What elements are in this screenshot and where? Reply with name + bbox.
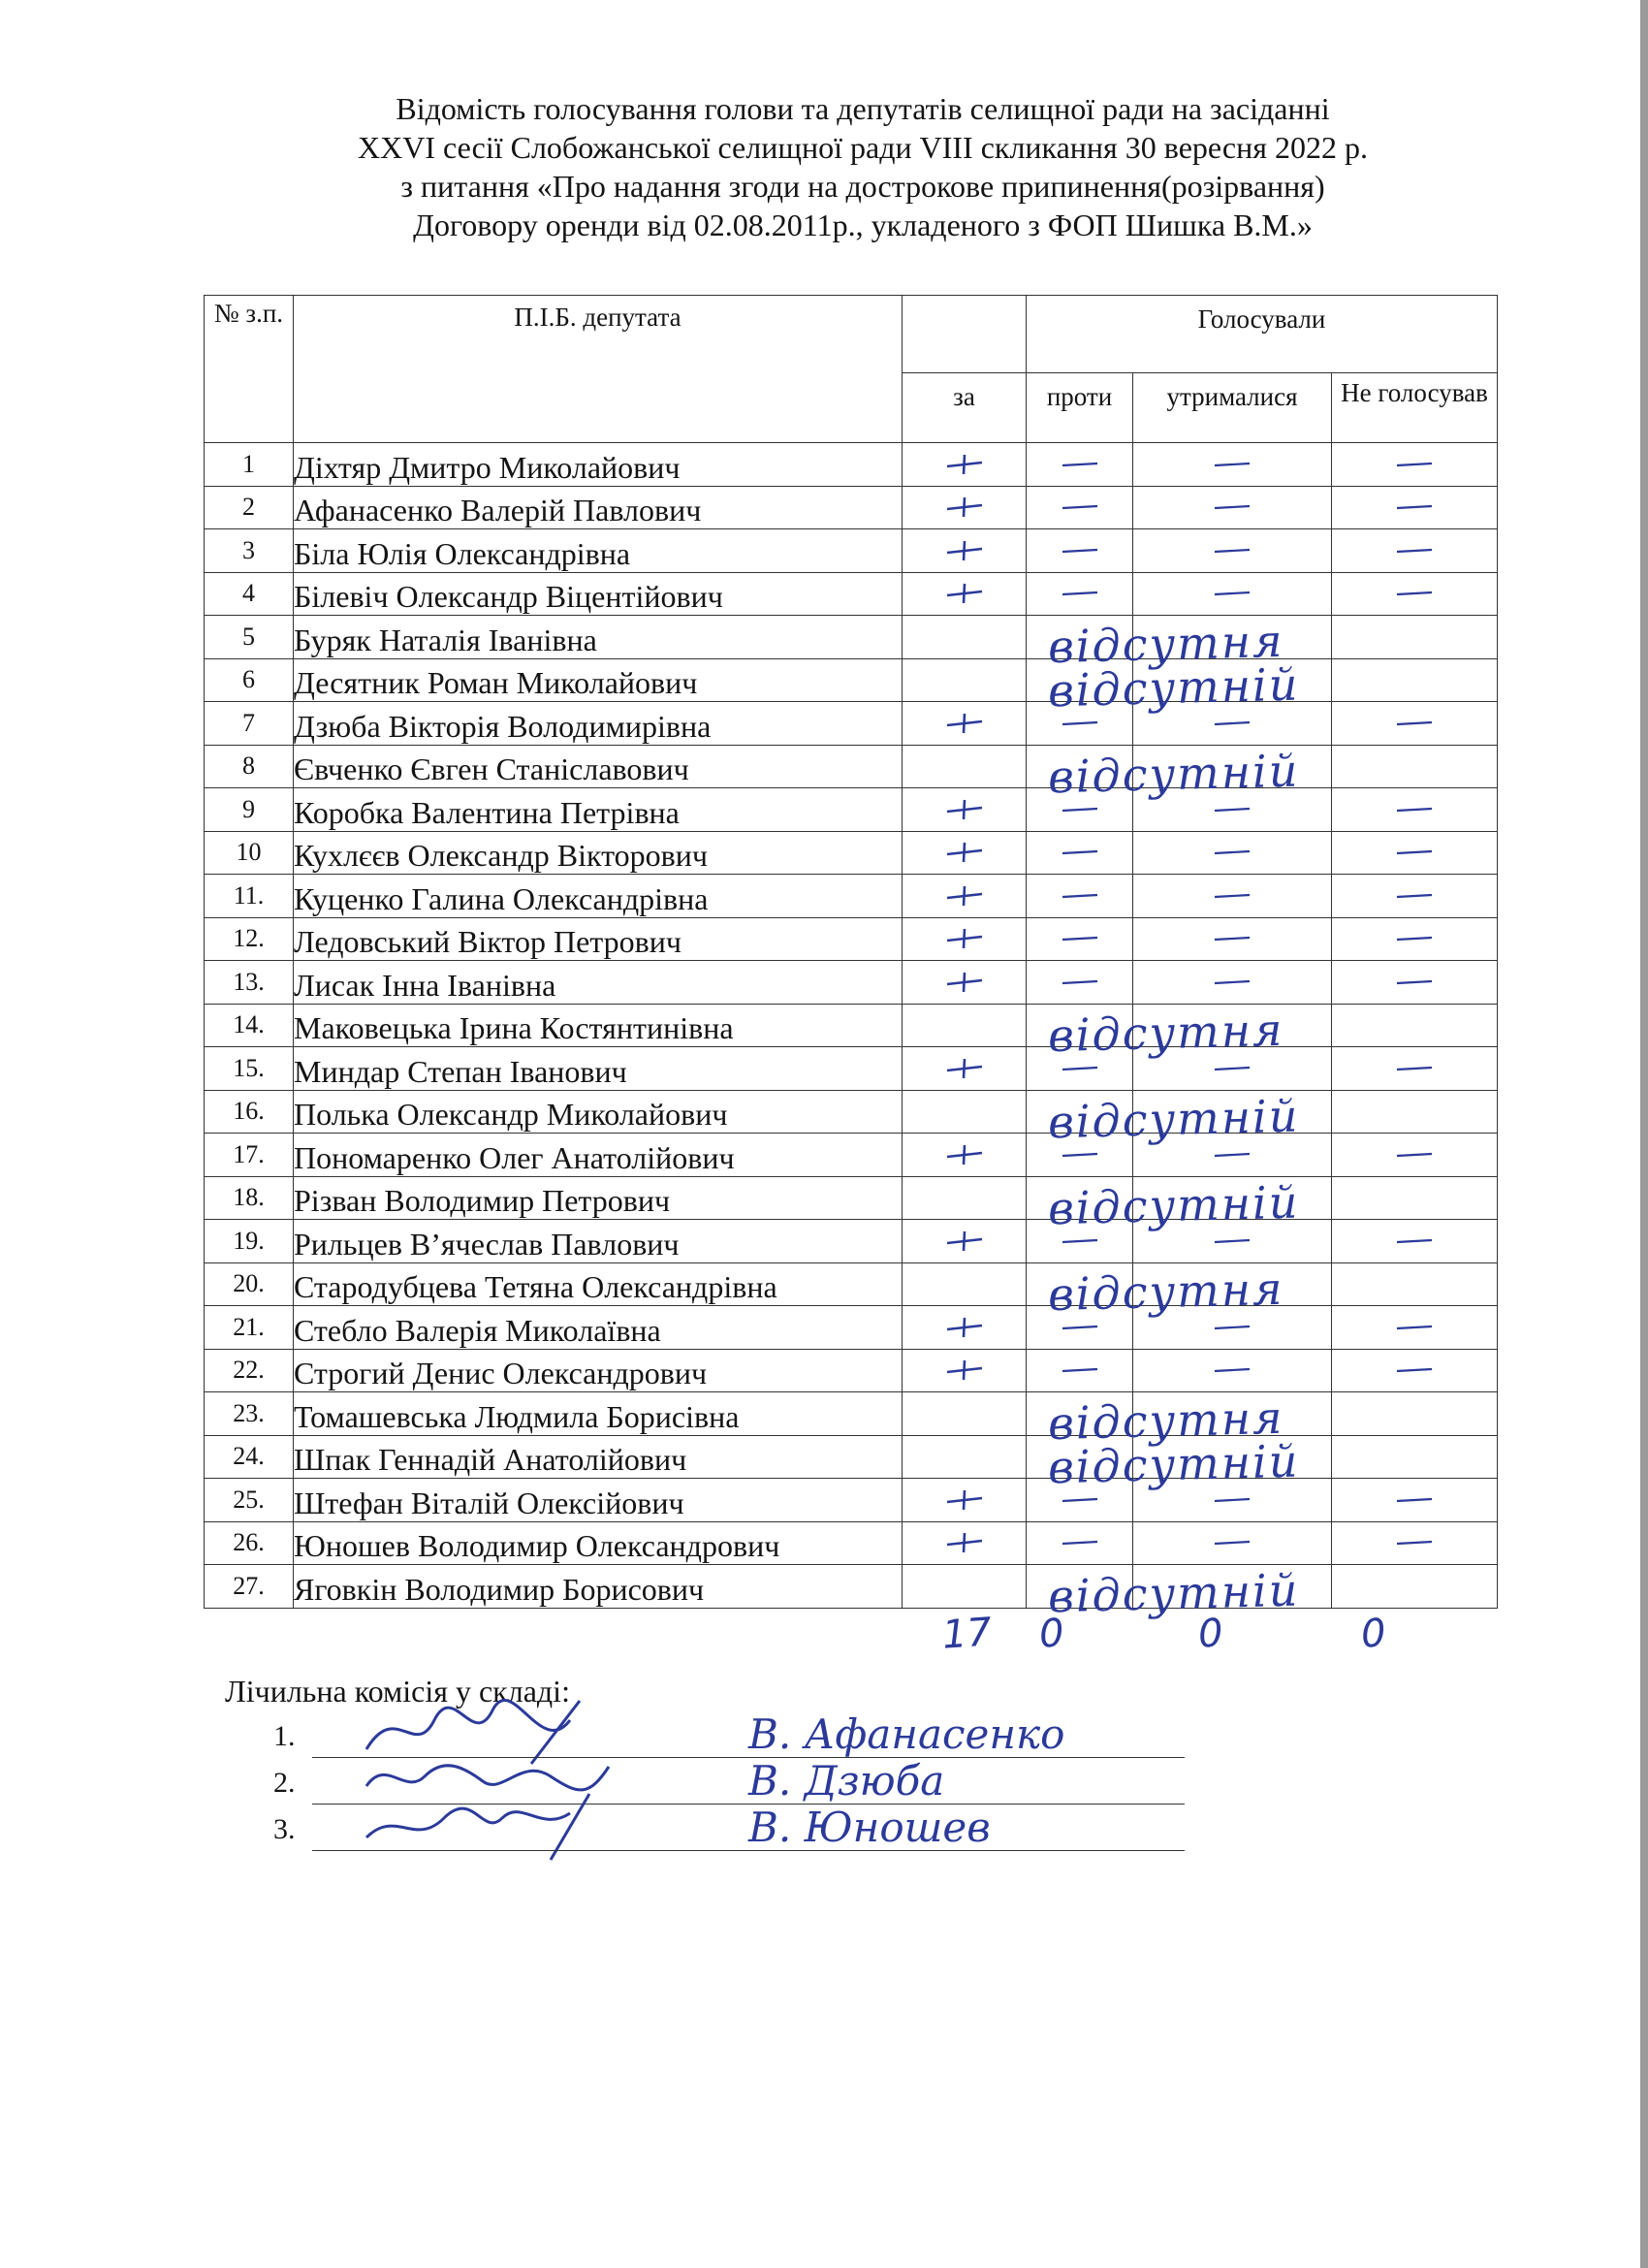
commission-line-number: 3. [273, 1813, 296, 1845]
dash-mark [1393, 1321, 1436, 1334]
vote-notvoted-cell [1332, 875, 1498, 918]
table-row [205, 917, 1498, 961]
vote-for-cell [903, 1434, 1301, 1493]
vote-for-cell [903, 1349, 1027, 1392]
plus-mark [943, 495, 986, 520]
vote-notvoted-cell [1332, 1176, 1498, 1220]
row-number: 17. [205, 1134, 294, 1177]
dash-mark [1393, 1536, 1436, 1549]
dash-mark [1211, 1536, 1253, 1549]
row-number: 22. [205, 1349, 294, 1392]
header-for: за [903, 373, 1027, 443]
vote-for-cell [903, 1134, 1027, 1177]
table-row [205, 616, 1498, 659]
vote-against-cell [1027, 875, 1133, 918]
vote-notvoted-cell [1332, 616, 1498, 659]
dash-mark [1211, 587, 1253, 600]
plus-mark [943, 581, 986, 606]
dash-mark [1059, 1148, 1101, 1162]
table-row [205, 1349, 1498, 1392]
table-row [205, 1220, 1498, 1263]
row-number: 14. [205, 1004, 294, 1047]
vote-notvoted-cell [1332, 1521, 1498, 1565]
commission-line-3 [273, 1804, 1185, 1858]
total-for: 17 [940, 1610, 994, 1658]
row-number: 18. [205, 1176, 294, 1220]
deputy-name: Дзюба Вікторія Володимирівна [294, 702, 903, 746]
dash-mark [1393, 587, 1436, 600]
commission-title: Лічильна комісія у складі: [225, 1674, 570, 1709]
deputy-name: Юношев Володимир Олександрович [294, 1521, 903, 1565]
document-header [233, 89, 1493, 244]
table-row [205, 572, 1498, 616]
row-number: 8 [205, 745, 294, 788]
vote-notvoted-cell [1332, 486, 1498, 529]
dash-mark [1211, 1493, 1253, 1507]
deputy-name: Діхтяр Дмитро Миколайович [294, 443, 903, 487]
dash-mark [1211, 975, 1253, 989]
dash-mark [1059, 1234, 1101, 1248]
vote-notvoted-cell [1332, 961, 1498, 1005]
deputy-name: Білевіч Олександр Віцентійович [294, 572, 903, 616]
vote-notvoted-cell [1332, 702, 1498, 746]
table-row [205, 1392, 1498, 1436]
plus-mark [943, 1056, 986, 1081]
row-number: 12. [205, 917, 294, 961]
table-row [205, 831, 1498, 875]
dash-mark [1393, 1363, 1436, 1377]
vote-notvoted-cell [1332, 572, 1498, 616]
dash-mark [1211, 1234, 1253, 1248]
deputy-name: Полька Олександр Миколайович [294, 1090, 903, 1134]
table-row [205, 1565, 1498, 1609]
table-row [205, 961, 1498, 1005]
dash-mark [1393, 803, 1436, 816]
vote-notvoted-cell [1332, 1220, 1498, 1263]
header-line-4: Договору оренди від 02.08.2011р., укладеного з ФОП Шишка В.М.» [413, 208, 1313, 242]
absent-note: відсутня [1047, 614, 1285, 674]
table-row [205, 529, 1498, 573]
plus-mark [943, 1358, 986, 1383]
deputy-name: Шпак Геннадій Анатолійович [294, 1435, 903, 1479]
deputy-name: Миндар Степан Іванович [294, 1047, 903, 1091]
vote-for-cell [903, 1220, 1027, 1263]
dash-mark [1211, 458, 1253, 471]
vote-for-cell [903, 702, 1027, 746]
vote-for-cell [903, 831, 1027, 875]
vote-against-cell [1027, 486, 1133, 529]
row-number: 7 [205, 702, 294, 746]
table-row [205, 1479, 1498, 1522]
dash-mark [1211, 717, 1253, 730]
vote-for-cell [903, 657, 1301, 717]
plus-mark [943, 1530, 986, 1555]
row-number: 16. [205, 1090, 294, 1134]
table-row [205, 1435, 1498, 1479]
table-row [205, 1004, 1498, 1047]
plus-mark [943, 1229, 986, 1254]
dash-mark [1059, 458, 1101, 471]
vote-for-cell [903, 614, 1285, 674]
table-row [205, 1262, 1498, 1306]
deputy-name: Ледовський Віктор Петрович [294, 917, 903, 961]
vote-for-cell [903, 529, 1027, 573]
plus-mark [943, 1142, 986, 1167]
vote-for-cell [903, 875, 1027, 918]
deputy-name: Куценко Галина Олександрівна [294, 875, 903, 918]
header-against: проти [1027, 373, 1133, 443]
vote-for-cell [903, 1089, 1301, 1148]
dash-mark [1211, 1321, 1253, 1334]
row-number: 15. [205, 1047, 294, 1091]
plus-mark [943, 538, 986, 563]
dash-mark [1059, 1536, 1101, 1549]
vote-abstained-cell [1133, 443, 1332, 487]
table-row [205, 1047, 1498, 1091]
row-number: 20. [205, 1262, 294, 1306]
deputy-name: Стародубцева Тетяна Олександрівна [294, 1262, 903, 1306]
header-line-3: з питання «Про надання згоди на дострокове припинення(розірвання) [400, 169, 1325, 204]
vote-notvoted-cell [1332, 1262, 1498, 1306]
vote-abstained-cell [1133, 1349, 1332, 1392]
row-number: 9 [205, 788, 294, 832]
dash-mark [1059, 932, 1101, 945]
deputy-name: Різван Володимир Петрович [294, 1176, 903, 1220]
vote-notvoted-cell [1332, 917, 1498, 961]
vote-abstained-cell [1133, 831, 1332, 875]
vote-for-cell [903, 1047, 1027, 1091]
dash-mark [1059, 803, 1101, 816]
vote-notvoted-cell [1332, 1349, 1498, 1392]
table-row [205, 745, 1498, 788]
vote-notvoted-cell [1332, 529, 1498, 573]
row-number: 27. [205, 1565, 294, 1609]
header-line-1: Відомість голосування голови та депутатів селищної ради на засіданні [396, 91, 1330, 126]
header-voted: Голосували [1027, 296, 1498, 373]
row-number: 21. [205, 1306, 294, 1350]
table-row [205, 875, 1498, 918]
vote-for-cell [903, 1175, 1301, 1234]
vote-notvoted-cell [1332, 1565, 1498, 1609]
table-row [205, 788, 1498, 832]
deputy-name: Рильцев В’ячеслав Павлович [294, 1220, 903, 1263]
row-number: 25. [205, 1479, 294, 1522]
vote-notvoted-cell [1332, 658, 1498, 702]
vote-against-cell [1027, 961, 1133, 1005]
dash-mark [1211, 1062, 1253, 1075]
header-blank [903, 296, 1027, 373]
vote-notvoted-cell [1332, 1392, 1498, 1436]
plus-mark [943, 711, 986, 736]
plus-mark [943, 1487, 986, 1513]
dash-mark [1059, 717, 1101, 730]
table-row [205, 1176, 1498, 1220]
commission-member-name: В. Афанасенко [748, 1710, 1065, 1758]
absent-note: відсутній [1047, 1563, 1301, 1623]
deputy-name: Томашевська Людмила Борисівна [294, 1392, 903, 1436]
dash-mark [1211, 932, 1253, 945]
vote-notvoted-cell [1332, 831, 1498, 875]
vote-abstained-cell [1133, 917, 1332, 961]
header-name: П.І.Б. депутата [294, 296, 903, 443]
vote-notvoted-cell [1332, 443, 1498, 487]
deputy-name: Коробка Валентина Петрівна [294, 788, 903, 832]
plus-mark [943, 452, 986, 477]
vote-notvoted-cell [1332, 1047, 1498, 1091]
commission-line-number: 1. [273, 1720, 296, 1752]
row-number: 19. [205, 1220, 294, 1263]
dash-mark [1059, 846, 1101, 859]
commission-member-name: В. Юношев [748, 1804, 991, 1851]
dash-mark [1211, 500, 1253, 514]
vote-for-cell [903, 788, 1027, 832]
vote-for-cell [903, 1262, 1285, 1321]
table-row [205, 658, 1498, 702]
total-abstained: 0 [1196, 1611, 1225, 1657]
dash-mark [1059, 975, 1101, 989]
deputy-name: Євченко Євген Станіславович [294, 745, 903, 788]
vote-totals [0, 1612, 1648, 1670]
row-number: 1 [205, 443, 294, 487]
vote-notvoted-cell [1332, 1090, 1498, 1134]
vote-for-cell [903, 744, 1301, 803]
dash-mark [1393, 1234, 1436, 1248]
commission-member-name: В. Дзюба [748, 1757, 945, 1805]
dash-mark [1059, 1493, 1101, 1507]
vote-for-cell [903, 961, 1027, 1005]
row-number: 4 [205, 572, 294, 616]
table-row [205, 486, 1498, 529]
row-number: 2 [205, 486, 294, 529]
deputy-name: Лисак Інна Іванівна [294, 961, 903, 1005]
deputy-name: Десятник Роман Миколайович [294, 658, 903, 702]
dash-mark [1393, 889, 1436, 903]
deputy-name: Біла Юлія Олександрівна [294, 529, 903, 573]
vote-abstained-cell [1133, 1521, 1332, 1565]
dash-mark [1211, 889, 1253, 903]
row-number: 13. [205, 961, 294, 1005]
dash-mark [1211, 1148, 1253, 1162]
vote-abstained-cell [1133, 486, 1332, 529]
dash-mark [1393, 932, 1436, 945]
vote-for-cell [903, 917, 1027, 961]
plus-mark [943, 926, 986, 951]
plus-mark [943, 1315, 986, 1340]
dash-mark [1059, 1321, 1101, 1334]
table-row [205, 1306, 1498, 1350]
commission-line-number: 2. [273, 1767, 296, 1799]
vote-against-cell [1027, 917, 1133, 961]
vote-against-cell [1027, 1349, 1133, 1392]
vote-notvoted-cell [1332, 1435, 1498, 1479]
vote-notvoted-cell [1332, 788, 1498, 832]
vote-for-cell [903, 1003, 1285, 1062]
total-against: 0 [1037, 1611, 1066, 1657]
dash-mark [1211, 1363, 1253, 1377]
table-row [205, 443, 1498, 487]
vote-notvoted-cell [1332, 1306, 1498, 1350]
vote-for-cell [903, 1479, 1027, 1522]
dash-mark [1211, 803, 1253, 816]
row-number: 3 [205, 529, 294, 573]
dash-mark [1393, 1493, 1436, 1507]
absent-note: відсутня [1047, 1262, 1285, 1321]
dash-mark [1393, 458, 1436, 471]
row-number: 11. [205, 875, 294, 918]
dash-mark [1393, 1148, 1436, 1162]
row-number: 24. [205, 1435, 294, 1479]
absent-note: відсутній [1047, 657, 1301, 717]
voting-table [204, 295, 1498, 1623]
table-row [205, 1090, 1498, 1134]
vote-abstained-cell [1133, 961, 1332, 1005]
vote-against-cell [1027, 572, 1133, 616]
dash-mark [1393, 1062, 1436, 1075]
dash-mark [1059, 1062, 1101, 1075]
dash-mark [1393, 500, 1436, 514]
deputy-name: Строгий Денис Олександрович [294, 1349, 903, 1392]
vote-notvoted-cell [1332, 1134, 1498, 1177]
scan-edge [1640, 0, 1648, 2268]
dash-mark [1211, 544, 1253, 558]
vote-abstained-cell [1133, 529, 1332, 573]
vote-for-cell [903, 1390, 1285, 1451]
deputy-name: Маковецька Ірина Костянтинівна [294, 1004, 903, 1047]
header-line-2: XXVI сесії Слобожанської селищної ради VIII скликання 30 вересня 2022 р. [358, 130, 1368, 165]
vote-against-cell [1027, 443, 1133, 487]
deputy-name: Афанасенко Валерій Павлович [294, 486, 903, 529]
dash-mark [1211, 846, 1253, 859]
row-number: 10 [205, 831, 294, 875]
row-number: 26. [205, 1521, 294, 1565]
absent-note: відсутній [1047, 744, 1301, 803]
table-row [205, 1134, 1498, 1177]
counting-commission [225, 1672, 1065, 1851]
dash-mark [1059, 544, 1101, 558]
plus-mark [943, 797, 986, 822]
dash-mark [1393, 544, 1436, 558]
row-number: 5 [205, 616, 294, 659]
header-not-voted: Не голосував [1332, 373, 1498, 443]
deputy-name: Кухлєєв Олександр Вікторович [294, 831, 903, 875]
dash-mark [1059, 587, 1101, 600]
deputy-name: Буряк Наталія Іванівна [294, 616, 903, 659]
vote-for-cell [903, 572, 1027, 616]
vote-for-cell [903, 1306, 1027, 1350]
table-row [205, 1521, 1498, 1565]
absent-note: відсутній [1047, 1089, 1301, 1148]
absent-note: відсутній [1047, 1434, 1301, 1493]
vote-notvoted-cell [1332, 1004, 1498, 1047]
header-number: № з.п. [205, 296, 294, 443]
vote-against-cell [1027, 529, 1133, 573]
vote-for-cell [903, 443, 1027, 487]
absent-note: відсутня [1047, 1390, 1285, 1451]
vote-abstained-cell [1133, 572, 1332, 616]
total-not-voted: 0 [1359, 1611, 1388, 1657]
vote-notvoted-cell [1332, 745, 1498, 788]
dash-mark [1059, 500, 1101, 514]
plus-mark [943, 970, 986, 995]
dash-mark [1059, 889, 1101, 903]
deputy-name: Штефан Віталій Олексійович [294, 1479, 903, 1522]
absent-note: відсутня [1047, 1003, 1285, 1062]
deputy-name: Стебло Валерія Миколаївна [294, 1306, 903, 1350]
absent-note: відсутній [1047, 1175, 1301, 1234]
deputy-name: Пономаренко Олег Анатолійович [294, 1134, 903, 1177]
dash-mark [1393, 975, 1436, 989]
vote-for-cell [903, 1563, 1301, 1623]
row-number: 6 [205, 658, 294, 702]
dash-mark [1393, 846, 1436, 859]
vote-for-cell [903, 1521, 1027, 1565]
dash-mark [1059, 1363, 1101, 1377]
vote-against-cell [1027, 1521, 1133, 1565]
table-row [205, 702, 1498, 746]
header-abstained: утрималися [1133, 373, 1332, 443]
plus-mark [943, 840, 986, 865]
vote-notvoted-cell [1332, 1479, 1498, 1522]
plus-mark [943, 883, 986, 909]
dash-mark [1393, 717, 1436, 730]
row-number: 23. [205, 1392, 294, 1436]
vote-for-cell [903, 486, 1027, 529]
deputy-name: Яговкін Володимир Борисович [294, 1565, 903, 1609]
vote-against-cell [1027, 831, 1133, 875]
signature-line [312, 1850, 1185, 1851]
vote-abstained-cell [1133, 875, 1332, 918]
